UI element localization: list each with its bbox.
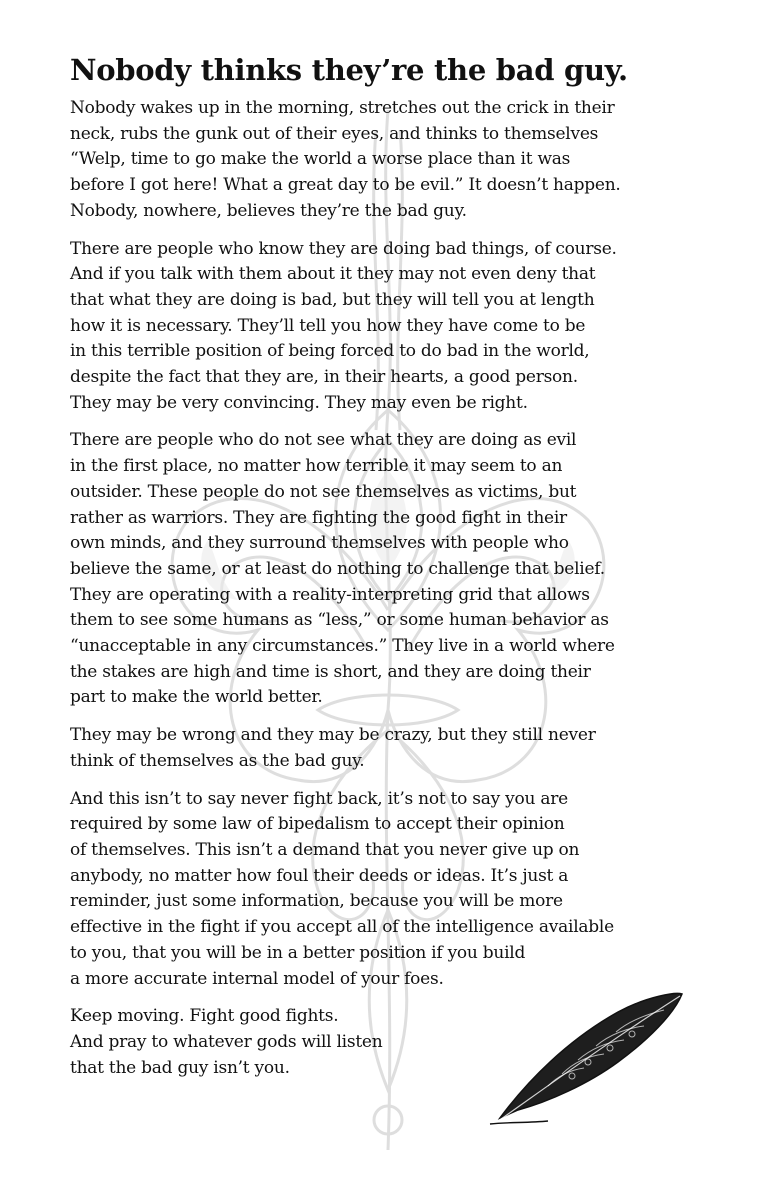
paragraph-line: how it is necessary. They’ll tell you how they have come to be xyxy=(70,315,586,336)
paragraph-line: effective in the fight if you accept all of the intelligence available xyxy=(70,917,614,938)
paragraph-line: that what they are doing is bad, but they will tell you at length xyxy=(70,289,595,310)
paragraph-line: in the first place, no matter how terrible it may seem to an xyxy=(70,456,563,477)
page-title: Nobody thinks they’re the bad guy. xyxy=(70,53,628,87)
paragraph-line: to you, that you will be in a better position if you build xyxy=(70,942,526,963)
paragraph-line: before I got here! What a great day to be evil.” It doesn’t happen. xyxy=(70,175,621,196)
paragraph-line: in this terrible position of being forced to do bad in the world, xyxy=(70,341,590,362)
paragraph-line: And this isn’t to say never fight back, it’s not to say you are xyxy=(70,788,568,809)
quill-pen-icon xyxy=(488,990,688,1130)
paragraph-line: think of themselves as the bad guy. xyxy=(70,750,365,771)
paragraph-line: “Welp, time to go make the world a worse place than it was xyxy=(70,149,571,170)
paragraph-line: “unacceptable in any circumstances.” They live in a world where xyxy=(70,636,615,657)
paragraph-line: reminder, just some information, because you will be more xyxy=(70,891,563,912)
closing-line: that the bad guy isn’t you. xyxy=(70,1057,290,1078)
paragraph-line: outsider. These people do not see themselves as victims, but xyxy=(70,481,577,502)
paragraph-line: They may be very convincing. They may even be right. xyxy=(70,392,528,413)
paragraph-line: They are operating with a reality-interpreting grid that allows xyxy=(70,584,590,605)
paragraph-line: a more accurate internal model of your foes. xyxy=(70,968,444,989)
paragraph-line: neck, rubs the gunk out of their eyes, and thinks to themselves xyxy=(70,123,599,144)
paragraph-line: believe the same, or at least do nothing to challenge that belief. xyxy=(70,558,605,579)
paragraph-line: And if you talk with them about it they may not even deny that xyxy=(70,264,596,285)
paragraph-4 xyxy=(70,723,710,774)
closing-line: And pray to whatever gods will listen xyxy=(70,1031,383,1052)
closing-line: Keep moving. Fight good fights. xyxy=(70,1006,339,1027)
paragraph-line: them to see some humans as “less,” or some human behavior as xyxy=(70,610,609,631)
paragraph-line: There are people who know they are doing bad things, of course. xyxy=(70,238,617,259)
paragraph-line: the stakes are high and time is short, and they are doing their xyxy=(70,661,591,682)
paragraph-line: rather as warriors. They are fighting the good fight in their xyxy=(70,507,567,528)
paragraph-line: Nobody, nowhere, believes they’re the bad guy. xyxy=(70,200,467,221)
paragraph-3 xyxy=(70,428,710,711)
paragraph-line: part to make the world better. xyxy=(70,687,323,708)
article xyxy=(70,50,710,1093)
paragraph-line: of themselves. This isn’t a demand that you never give up on xyxy=(70,839,580,860)
paragraph-line: There are people who do not see what they are doing as evil xyxy=(70,430,577,451)
paragraph-2 xyxy=(70,237,710,417)
paragraph-line: own minds, and they surround themselves with people who xyxy=(70,533,569,554)
paragraph-line: Nobody wakes up in the morning, stretches out the crick in their xyxy=(70,98,615,118)
paragraph-5 xyxy=(70,787,710,993)
paragraph-line: They may be wrong and they may be crazy, but they still never xyxy=(70,725,596,746)
paragraph-1 xyxy=(70,96,710,225)
paragraph-line: despite the fact that they are, in their hearts, a good person. xyxy=(70,367,578,388)
paragraph-line: required by some law of bipedalism to accept their opinion xyxy=(70,814,565,835)
paragraph-line: anybody, no matter how foul their deeds or ideas. It’s just a xyxy=(70,865,569,886)
